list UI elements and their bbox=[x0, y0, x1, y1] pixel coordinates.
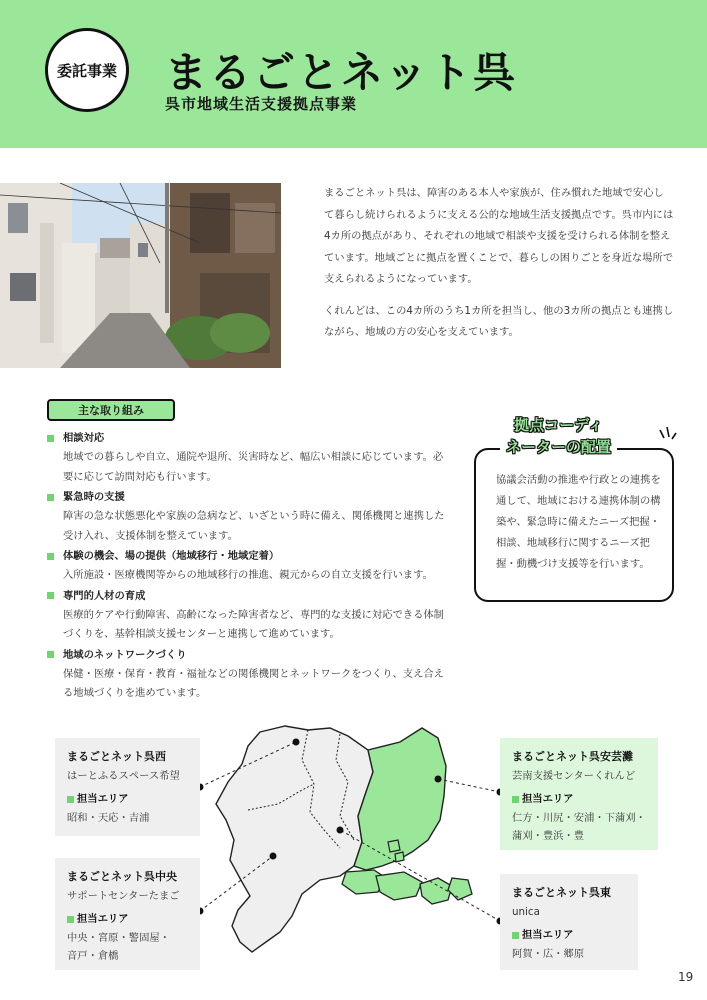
street-photo bbox=[0, 183, 281, 368]
area-label: 担当エリア bbox=[522, 929, 574, 941]
location-areas-line2: 音戸・倉橋 bbox=[67, 950, 119, 962]
initiative-item bbox=[47, 586, 447, 645]
area-label: 担当エリア bbox=[77, 793, 129, 805]
map-island bbox=[448, 878, 472, 900]
location-center: はーとふるスペース希望 bbox=[67, 769, 180, 782]
bullet-square-icon bbox=[47, 494, 54, 501]
coordinator-title-line1: 拠点コーディ bbox=[514, 416, 603, 434]
location-card-east bbox=[500, 874, 638, 970]
initiative-item bbox=[47, 487, 447, 546]
page-subtitle: 呉市地域生活支援拠点事業 bbox=[165, 95, 358, 113]
initiative-desc: 入所施設・医療機関等からの地域移行の推進、親元からの自立支援を行います。 bbox=[63, 569, 433, 581]
intro-text bbox=[324, 183, 674, 344]
page-header bbox=[0, 0, 707, 148]
coordinator-text: 協議会活動の推進や行政との連携を通して、地域における連携体制の構築や、緊急時に備えたニーズ把握・相談、地域移行に関するニーズ把握・動機づけ支援等を行います。 bbox=[496, 474, 661, 570]
location-areas-line1: 中央・宮原・警固屋・ bbox=[67, 931, 170, 944]
sparkle-icon bbox=[656, 424, 680, 444]
commission-badge: 委託事業 bbox=[45, 28, 129, 112]
initiative-title: 緊急時の支援 bbox=[63, 491, 125, 503]
initiative-title: 専門的人材の育成 bbox=[63, 589, 146, 602]
intro-paragraph-2: くれんどは、この4カ所のうち1カ所を担当し、他の3カ所の拠点とも連携しながら、地域の方の安心を支えています。 bbox=[324, 304, 674, 338]
bullet-square-icon bbox=[512, 932, 519, 939]
location-center: 芸南支援センターくれんど bbox=[512, 769, 636, 782]
bullet-square-icon bbox=[47, 435, 54, 442]
coordinator-box bbox=[474, 448, 674, 602]
map-island bbox=[420, 878, 452, 904]
coordinator-title-line2: ネーターの配置 bbox=[506, 438, 612, 456]
bullet-square-icon bbox=[47, 553, 54, 560]
initiative-desc: 保健・医療・保育・教育・福祉などの関係機関とネットワークをつくり、支え合える地域づくりを進めています。 bbox=[63, 667, 444, 699]
location-card-central bbox=[55, 858, 200, 970]
initiative-title: 相談対応 bbox=[63, 432, 105, 444]
location-name: まるごとネット呉中央 bbox=[67, 870, 177, 883]
initiative-item bbox=[47, 546, 447, 586]
initiatives-list bbox=[47, 428, 447, 704]
bullet-square-icon bbox=[47, 651, 54, 658]
initiative-title: 地域のネットワークづくり bbox=[63, 648, 187, 661]
map-island bbox=[388, 840, 400, 852]
initiative-desc: 障害の急な状態悪化や家族の急病など、いざという時に備え、関係機関と連携した受け入れ、支援体制を整えています。 bbox=[63, 510, 445, 542]
location-areas-line1: 仁方・川尻・安浦・下蒲刈・ bbox=[512, 811, 646, 824]
initiative-desc: 地域での暮らしや自立、通院や退所、災害時など、幅広い相談に応じています。必要に応じて訪問対応も行います。 bbox=[63, 451, 444, 483]
bullet-square-icon bbox=[512, 796, 519, 803]
initiative-item bbox=[47, 428, 447, 487]
initiative-item bbox=[47, 645, 447, 704]
location-center: サポートセンターたまご bbox=[67, 889, 180, 902]
location-name: まるごとネット呉安芸灘 bbox=[512, 750, 633, 763]
coordinator-title bbox=[500, 414, 617, 458]
initiatives-tag: 主な取り組み bbox=[47, 399, 175, 421]
location-areas: 阿賀・広・郷原 bbox=[512, 947, 585, 960]
bullet-square-icon bbox=[67, 916, 74, 923]
initiative-desc: 医療的ケアや行動障害、高齢になった障害者など、専門的な支援に対応できる体制づくりを、基幹相談支援センターと連携して進めています。 bbox=[63, 608, 444, 640]
location-name: まるごとネット呉西 bbox=[67, 750, 166, 763]
map-west-central-region bbox=[216, 726, 373, 952]
kure-map bbox=[190, 720, 490, 970]
map-island bbox=[376, 872, 422, 900]
bullet-square-icon bbox=[67, 796, 74, 803]
area-label: 担当エリア bbox=[522, 793, 574, 805]
location-name: まるごとネット呉東 bbox=[512, 886, 611, 899]
bullet-square-icon bbox=[47, 592, 54, 599]
area-label: 担当エリア bbox=[77, 913, 129, 925]
map-island bbox=[395, 852, 404, 862]
location-card-aki bbox=[500, 738, 658, 850]
page-number: 19 bbox=[678, 970, 694, 984]
location-areas-line2: 蒲刈・豊浜・豊 bbox=[512, 830, 585, 842]
page-title: まるごとネット呉 bbox=[165, 48, 518, 97]
location-center: unica bbox=[512, 905, 540, 918]
initiative-title: 体験の機会、場の提供（地域移行・地域定着） bbox=[63, 550, 280, 562]
location-areas: 昭和・天応・吉浦 bbox=[67, 811, 150, 824]
location-card-west bbox=[55, 738, 200, 836]
intro-paragraph-1: まるごとネット呉は、障害のある本人や家族が、住み慣れた地域で安心して暮らし続けられるように支える公的な地域生活支援拠点です。呉市内には4カ所の拠点があり、それぞれの地域で相談や支援を受けられる体制を整えています。地域ごとに拠点を置くことで、暮らしの困りごとを身近な場所で支えられるようになっています。 bbox=[324, 187, 674, 285]
